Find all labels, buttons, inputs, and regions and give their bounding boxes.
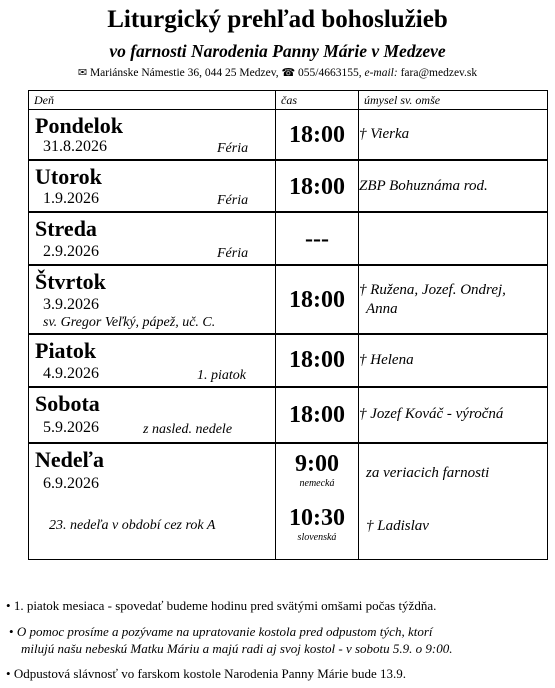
mass-intention: † Ružena, Jozef. Ondrej, Anna xyxy=(359,265,548,334)
table-row xyxy=(29,265,548,334)
day-date: 4.9.2026 xyxy=(43,364,99,382)
day-name: Utorok xyxy=(35,163,102,189)
mass-time: 18:00 xyxy=(289,173,345,200)
mass-intention: za veriacich farnosti xyxy=(366,464,490,481)
day-name: Štvrtok xyxy=(35,268,106,294)
mass-time: 18:00 xyxy=(289,346,345,373)
mass-intention: ZBP Bohuznáma rod. xyxy=(359,160,548,212)
announcement-1: • 1. piatok mesiaca - spovedať budeme hodinu pred svätými omšami počas týždňa. xyxy=(6,598,437,613)
table-row xyxy=(29,212,548,265)
day-name: Sobota xyxy=(35,390,100,416)
bullet-icon: • xyxy=(9,624,14,639)
day-name: Nedeľa xyxy=(35,446,104,472)
table-row xyxy=(29,387,548,443)
day-note: z nasled. nedele xyxy=(143,421,233,437)
day-note: 1. piatok xyxy=(197,367,246,383)
header-intention: úmysel sv. omše xyxy=(359,91,548,110)
day-date: 1.9.2026 xyxy=(43,189,99,207)
day-name: Pondelok xyxy=(35,113,124,138)
page-title: Liturgický prehľad bohoslužieb xyxy=(107,6,448,33)
table-row xyxy=(29,160,548,212)
address: Mariánske Námestie 36, 044 25 Medzev, xyxy=(89,67,279,79)
envelope-icon: ✉ xyxy=(77,67,88,79)
day-note: 23. nedeľa v období cez rok A xyxy=(49,517,216,533)
table-row xyxy=(29,110,548,160)
mass-time: 18:00 xyxy=(289,286,345,313)
mass-time: --- xyxy=(305,225,329,252)
mass-intention xyxy=(359,212,548,265)
mass-language: slovenská xyxy=(297,531,337,543)
day-date: 6.9.2026 xyxy=(43,474,99,492)
mass-intention: † Helena xyxy=(359,334,548,387)
day-name: Piatok xyxy=(35,337,97,363)
day-name: Streda xyxy=(35,215,97,241)
day-date: 2.9.2026 xyxy=(43,242,99,260)
contact-line xyxy=(0,66,555,79)
table-row xyxy=(29,334,548,387)
mass-language: nemecká xyxy=(299,477,335,489)
mass-intention: † Vierka xyxy=(359,110,548,160)
bullet-icon: • xyxy=(6,666,11,681)
day-note: sv. Gregor Veľký, pápež, uč. C. xyxy=(43,314,216,330)
day-note: Féria xyxy=(217,245,249,261)
header-time: čas xyxy=(276,91,359,110)
schedule-table xyxy=(28,90,548,560)
announcement-2-cont: milujú našu nebeskú Matku Máriu a majú radi aj svoj kostol - v sobotu 5.9. o 9:00. xyxy=(21,641,453,656)
mass-time: 10:30 xyxy=(289,504,345,531)
table-row xyxy=(29,443,548,560)
phone-icon: ☎ xyxy=(281,67,296,79)
header-day: Deň xyxy=(29,91,276,110)
mass-intention: † Ladislav xyxy=(366,517,429,534)
email-label: e-mail: xyxy=(364,67,398,79)
email-link[interactable]: fara@medzev.sk xyxy=(400,67,478,79)
announcement-3: • Odpustová slávnosť vo farskom kostole Narodenia Panny Márie bude 13.9. xyxy=(6,666,407,681)
mass-intention: † Jozef Kováč - výročná xyxy=(359,387,548,443)
mass-time: 18:00 xyxy=(289,401,345,428)
mass-time: 9:00 xyxy=(295,450,339,477)
mass-time: 18:00 xyxy=(289,122,345,148)
announcement-2: • O pomoc prosíme a pozývame na upratovanie kostola pred odpustom tých, ktorí xyxy=(9,624,433,639)
day-note: Féria xyxy=(217,192,249,208)
day-note: Féria xyxy=(217,141,249,156)
day-date: 3.9.2026 xyxy=(43,295,99,313)
bullet-icon: • xyxy=(6,598,11,613)
day-date: 31.8.2026 xyxy=(43,138,107,155)
day-date: 5.9.2026 xyxy=(43,418,99,436)
phone: 055/4663155, xyxy=(298,67,362,79)
page-subtitle: vo farnosti Narodenia Panny Márie v Medzeve xyxy=(109,41,446,61)
